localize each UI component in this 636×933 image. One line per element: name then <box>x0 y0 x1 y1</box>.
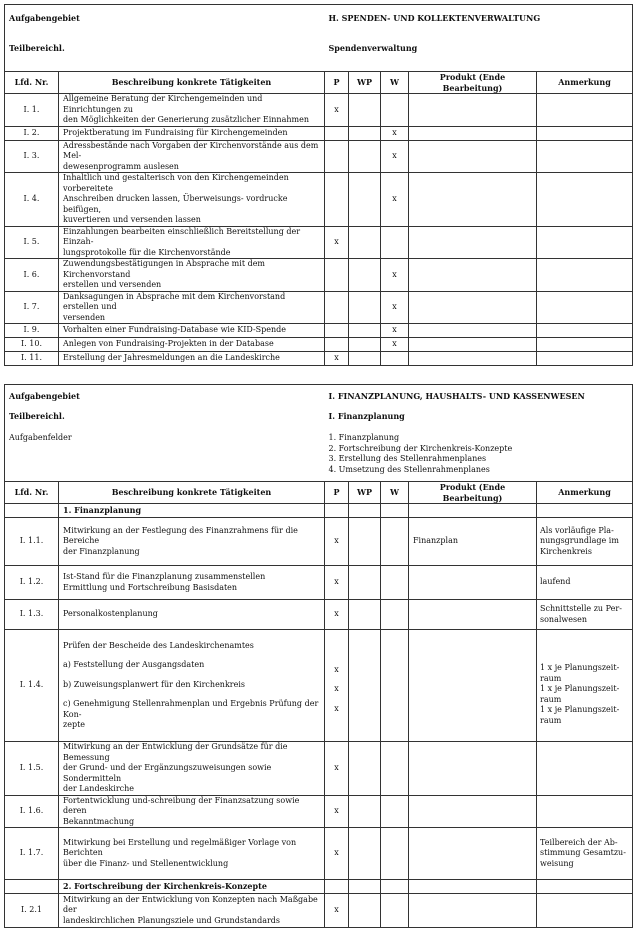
row-anmerkung <box>537 324 633 338</box>
mark-wp <box>349 94 381 127</box>
row-anmerkung <box>537 173 633 227</box>
header-produkt: Produkt (Ende Bearbeitung) <box>409 482 537 504</box>
spendenverwaltung-table <box>4 4 633 366</box>
subsection-title: 2. Fortschreibung der Kirchenkreis-Konzepte <box>59 880 325 894</box>
row-number: I. 2. <box>5 126 59 140</box>
row-produkt <box>409 894 537 928</box>
row-description-item: a) Feststellung der Ausgangsdaten <box>63 660 205 669</box>
row-description <box>59 338 325 352</box>
table-row <box>5 291 633 324</box>
header-wp: WP <box>349 72 381 94</box>
table-row <box>5 894 633 928</box>
mark-w: x <box>381 173 409 227</box>
mark-wp <box>349 259 381 292</box>
table-row <box>5 795 633 828</box>
mark-p <box>325 291 349 324</box>
aufgabenfeld-item: 1. Finanzplanung <box>328 433 400 442</box>
table-row <box>5 173 633 227</box>
row-description <box>59 226 325 259</box>
subsection-empty <box>325 504 349 518</box>
row-description-line: Bekanntmachung <box>63 816 135 826</box>
row-description-line: versenden <box>63 312 106 322</box>
table-row <box>5 600 633 630</box>
mark-w <box>381 518 409 566</box>
row-description-line: Anlegen von Fundraising-Projekten in der Database <box>63 339 274 349</box>
subsection-row <box>5 504 633 518</box>
row-number: I. 1.5. <box>5 742 59 796</box>
row-description-line: Projektberatung im Fundraising für Kirchengemeinden <box>63 127 288 137</box>
table-row <box>5 226 633 259</box>
row-produkt <box>409 173 537 227</box>
row-description-line: Zuwendungsbestätigungen in Absprache mit dem Kirchenvorstand <box>63 259 266 279</box>
row-anmerkung-line: raum <box>540 694 562 704</box>
row-description-line: Danksagungen in Absprache mit dem Kirchenvorstand erstellen und <box>63 291 286 311</box>
aufgabengebiet-label-2: Aufgabengebiet <box>5 385 325 412</box>
row-anmerkung-line: stimmung Gesamtzu- <box>540 848 626 858</box>
mark-wp <box>349 173 381 227</box>
row-number: I. 5. <box>5 226 59 259</box>
mark-w <box>381 226 409 259</box>
table-row <box>5 518 633 566</box>
aufgabenfeld-item: 3. Erstellung des Stellenrahmenplanes <box>328 454 487 463</box>
row-anmerkung <box>537 338 633 352</box>
mark-wp <box>349 518 381 566</box>
row-anmerkung <box>537 518 633 566</box>
mark-w: x <box>381 338 409 352</box>
row-description-line: Vorhalten einer Fundraising-Database wie KID-Spende <box>63 325 286 335</box>
row-description-line: der Finanzplanung <box>63 546 140 556</box>
row-produkt <box>409 259 537 292</box>
row-anmerkung <box>537 600 633 630</box>
subsection-row <box>5 880 633 894</box>
table-row <box>5 742 633 796</box>
row-description-line: über die Finanz- und Stellenentwicklung <box>63 858 229 868</box>
row-description-intro: Prüfen der Bescheide des Landeskirchenamtes <box>63 640 254 650</box>
mark-wp <box>349 338 381 352</box>
row-description-line: Mitwirkung an der Festlegung des Finanzrahmens für die Bereiche <box>63 525 298 546</box>
row-description-line: Mitwirkung bei Erstellung und regelmäßiger Vorlage von Berichten <box>63 837 297 858</box>
mark-p: x <box>325 518 349 566</box>
table-row <box>5 630 633 742</box>
row-description-line: lungsprotokolle für die Kirchenvorstände <box>63 247 231 257</box>
row-produkt <box>409 140 537 173</box>
subsection-spacer <box>5 504 59 518</box>
aufgabengebiet-value-2: I. FINANZPLANUNG, HAUSHALTS- UND KASSENWESEN <box>325 385 633 412</box>
mark-wp <box>349 140 381 173</box>
mark-wp <box>349 630 381 742</box>
table-row <box>5 140 633 173</box>
mark-p-item: x <box>334 703 339 713</box>
table-row <box>5 126 633 140</box>
mark-w <box>381 894 409 928</box>
row-description <box>59 828 325 880</box>
row-number: I. 7. <box>5 291 59 324</box>
table-header-row-2 <box>5 482 633 504</box>
row-anmerkung <box>537 630 633 742</box>
aufgabenfelder-label: Aufgabenfelder <box>5 431 325 482</box>
mark-w <box>381 795 409 828</box>
row-description-item: b) Zuweisungsplanwert für den Kirchenkreis <box>63 679 246 689</box>
row-number: I. 2.1 <box>5 894 59 928</box>
row-produkt: Finanzplan <box>409 518 537 566</box>
row-produkt <box>409 338 537 352</box>
mark-wp <box>349 352 381 366</box>
mark-p: x <box>325 566 349 600</box>
header-anmerkung: Anmerkung <box>537 482 633 504</box>
header-beschreibung: Beschreibung konkrete Tätigkeiten <box>59 72 325 94</box>
row-anmerkung <box>537 126 633 140</box>
mark-p-item: x <box>334 664 339 674</box>
row-produkt <box>409 742 537 796</box>
row-anmerkung-line: laufend <box>540 577 571 587</box>
mark-p: x <box>325 94 349 127</box>
mark-w <box>381 742 409 796</box>
row-anmerkung <box>537 140 633 173</box>
row-anmerkung-line: sonalwesen <box>540 614 587 624</box>
row-description-line: der Landeskirche <box>63 784 135 793</box>
row-anmerkung-line: raum <box>540 673 562 683</box>
header-anmerkung: Anmerkung <box>537 72 633 94</box>
row-description <box>59 173 325 227</box>
row-description-line: Einzahlungen bearbeiten einschließlich Bereitstellung der Einzah- <box>63 226 301 246</box>
row-description-item: zepte <box>63 720 86 729</box>
table-row <box>5 94 633 127</box>
row-number: I. 1.3. <box>5 600 59 630</box>
row-number: I. 4. <box>5 173 59 227</box>
table-header-row <box>5 72 633 94</box>
row-description-line: Mitwirkung an der Entwicklung von Konzepten nach Maßgabe der <box>63 894 318 915</box>
row-produkt <box>409 600 537 630</box>
mark-p <box>325 140 349 173</box>
row-description-line: Allgemeine Beratung der Kirchengemeinden und Einrichtungen zu <box>63 94 263 114</box>
subsection-empty <box>381 880 409 894</box>
mark-w: x <box>381 259 409 292</box>
mark-wp <box>349 742 381 796</box>
row-number: I. 6. <box>5 259 59 292</box>
row-anmerkung <box>537 291 633 324</box>
table-row <box>5 566 633 600</box>
row-produkt <box>409 630 537 742</box>
row-description-line: den Möglichkeiten der Generierung zusätzlicher Einnahmen <box>63 115 309 124</box>
header-p: P <box>325 72 349 94</box>
row-description-line: landeskirchlichen Planungsziele und Grundstandards <box>63 915 281 925</box>
row-description <box>59 518 325 566</box>
row-produkt <box>409 126 537 140</box>
mark-p <box>325 126 349 140</box>
row-description <box>59 126 325 140</box>
row-anmerkung-line: Schnittstelle zu Per- <box>540 604 622 613</box>
row-anmerkung-line: raum <box>540 715 562 725</box>
row-description <box>59 94 325 127</box>
row-anmerkung-line: weisung <box>540 858 574 868</box>
row-description-line: Anschreiben drucken lassen, Überweisungs- vordrucke beifügen, <box>63 194 288 214</box>
mark-w <box>381 566 409 600</box>
header-produkt: Produkt (Ende Bearbeitung) <box>409 72 537 94</box>
row-anmerkung-line: Als vorläufige Pla- <box>540 525 614 535</box>
mark-p: x <box>325 226 349 259</box>
row-description <box>59 259 325 292</box>
aufgabenfeld-item: 4. Umsetzung des Stellenrahmenplanes <box>328 464 490 474</box>
row-number: I. 9. <box>5 324 59 338</box>
aufgabenfelder-list <box>325 431 633 482</box>
mark-p <box>325 259 349 292</box>
table-row <box>5 259 633 292</box>
row-produkt <box>409 566 537 600</box>
row-number: I. 10. <box>5 338 59 352</box>
row-number: I. 1.2. <box>5 566 59 600</box>
row-number: I. 1.6. <box>5 795 59 828</box>
subsection-title: 1. Finanzplanung <box>59 504 325 518</box>
mark-p: x <box>325 600 349 630</box>
row-description <box>59 795 325 828</box>
finanzplanung-table <box>4 384 633 928</box>
subsection-empty <box>381 504 409 518</box>
subsection-empty <box>537 880 633 894</box>
row-anmerkung <box>537 94 633 127</box>
subsection-empty <box>325 880 349 894</box>
mark-w: x <box>381 126 409 140</box>
mark-p: x <box>325 742 349 796</box>
teilbereich-value-2: I. Finanzplanung <box>325 411 633 431</box>
table-row <box>5 352 633 366</box>
subsection-empty <box>349 504 381 518</box>
teilbereich-value: Spendenverwaltung <box>325 43 633 72</box>
row-number: I. 1. <box>5 94 59 127</box>
row-description <box>59 742 325 796</box>
row-description-line: erstellen und versenden <box>63 280 162 289</box>
mark-w: x <box>381 324 409 338</box>
mark-p: x <box>325 795 349 828</box>
row-description-line: Ermittlung und Fortschreibung Basisdaten <box>63 582 238 592</box>
teilbereich-label: Teilbereichl. <box>5 43 325 72</box>
row-description-line: dewesenprogramm auslesen <box>63 161 179 171</box>
row-description <box>59 324 325 338</box>
row-anmerkung-line: Teilbereich der Ab- <box>540 837 618 847</box>
subsection-spacer <box>5 880 59 894</box>
mark-wp <box>349 291 381 324</box>
subsection-empty <box>409 880 537 894</box>
row-anmerkung-line: nungsgrundlage im <box>540 536 619 546</box>
row-number: I. 11. <box>5 352 59 366</box>
table-row <box>5 338 633 352</box>
mark-wp <box>349 795 381 828</box>
mark-w: x <box>381 140 409 173</box>
row-description-line: Ist-Stand für die Finanzplanung zusammenstellen <box>63 572 266 581</box>
row-anmerkung <box>537 894 633 928</box>
row-description-line: Erstellung der Jahresmeldungen an die Landeskirche <box>63 353 280 363</box>
mark-p: x <box>325 894 349 928</box>
mark-w <box>381 630 409 742</box>
mark-wp <box>349 324 381 338</box>
mark-p-item: x <box>334 684 339 693</box>
row-number: I. 1.4. <box>5 630 59 742</box>
row-anmerkung-line: 1 x je Planungszeit- <box>540 705 620 714</box>
header-wp: WP <box>349 482 381 504</box>
aufgabengebiet-label: Aufgabengebiet <box>5 5 325 44</box>
row-number: I. 1.1. <box>5 518 59 566</box>
row-anmerkung <box>537 566 633 600</box>
row-produkt <box>409 795 537 828</box>
row-description <box>59 291 325 324</box>
mark-p <box>325 173 349 227</box>
header-w: W <box>381 482 409 504</box>
header-p: P <box>325 482 349 504</box>
mark-w <box>381 352 409 366</box>
row-description-line: Personalkostenplanung <box>63 609 158 619</box>
row-description-line: kuvertieren und versenden lassen <box>63 215 201 224</box>
mark-wp <box>349 126 381 140</box>
header-lfd-nr: Lfd. Nr. <box>5 72 59 94</box>
mark-w <box>381 94 409 127</box>
teilbereich-label-2: Teilbereichl. <box>5 411 325 431</box>
mark-p <box>325 630 349 742</box>
row-anmerkung <box>537 795 633 828</box>
mark-wp <box>349 566 381 600</box>
row-description-line: Mitwirkung an der Entwicklung der Grundsätze für die Bemessung <box>63 742 288 762</box>
row-produkt <box>409 226 537 259</box>
row-description-line: Fortentwicklung und-schreibung der Finanzsatzung sowie deren <box>63 795 300 815</box>
mark-p <box>325 324 349 338</box>
row-produkt <box>409 324 537 338</box>
mark-wp <box>349 894 381 928</box>
row-produkt <box>409 94 537 127</box>
row-description <box>59 894 325 928</box>
row-number: I. 3. <box>5 140 59 173</box>
mark-p: x <box>325 352 349 366</box>
row-anmerkung-line: 1 x je Planungszeit- <box>540 684 620 693</box>
row-description <box>59 600 325 630</box>
row-description-line: Inhaltlich und gestalterisch von den Kirchengemeinden vorbereitete <box>63 173 289 193</box>
row-description-line: Adressbestände nach Vorgaben der Kirchenvorstände aus dem Mel- <box>63 140 319 160</box>
row-produkt <box>409 352 537 366</box>
subsection-empty <box>409 504 537 518</box>
header-lfd-nr: Lfd. Nr. <box>5 482 59 504</box>
row-description-item: c) Genehmigung Stellenrahmenplan und Ergebnis Prüfung der Kon- <box>63 699 319 719</box>
mark-w <box>381 828 409 880</box>
mark-wp <box>349 600 381 630</box>
aufgabengebiet-value: H. SPENDEN- UND KOLLEKTENVERWALTUNG <box>325 5 633 44</box>
row-anmerkung <box>537 226 633 259</box>
mark-p <box>325 338 349 352</box>
row-anmerkung-line: 1 x je Planungszeit- <box>540 663 620 672</box>
subsection-empty <box>349 880 381 894</box>
aufgabenfeld-item: 2. Fortschreibung der Kirchenkreis-Konzepte <box>328 443 513 453</box>
mark-p: x <box>325 828 349 880</box>
mark-w: x <box>381 291 409 324</box>
row-description <box>59 630 325 742</box>
row-description <box>59 566 325 600</box>
table-row <box>5 828 633 880</box>
row-produkt <box>409 291 537 324</box>
mark-w <box>381 600 409 630</box>
table-row <box>5 324 633 338</box>
row-anmerkung <box>537 352 633 366</box>
row-anmerkung <box>537 259 633 292</box>
mark-wp <box>349 828 381 880</box>
row-number: I. 1.7. <box>5 828 59 880</box>
row-description <box>59 140 325 173</box>
row-description <box>59 352 325 366</box>
row-anmerkung <box>537 742 633 796</box>
row-anmerkung-line: Kirchenkreis <box>540 546 592 556</box>
header-w: W <box>381 72 409 94</box>
row-anmerkung <box>537 828 633 880</box>
row-produkt <box>409 828 537 880</box>
header-beschreibung: Beschreibung konkrete Tätigkeiten <box>59 482 325 504</box>
subsection-empty <box>537 504 633 518</box>
mark-wp <box>349 226 381 259</box>
row-description-line: der Grund- und der Ergänzungszuweisungen sowie Sondermitteln <box>63 763 272 783</box>
